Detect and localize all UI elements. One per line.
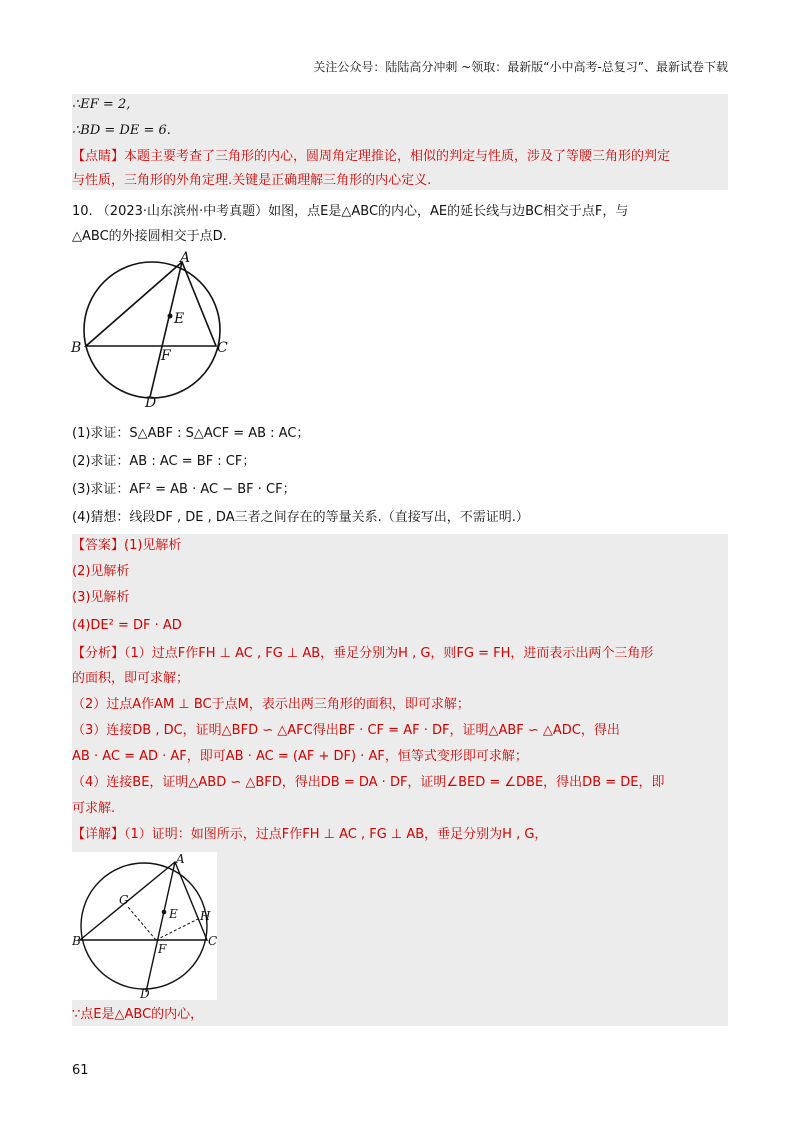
prev-line-2: ∴BD = DE = 6. — [72, 123, 171, 138]
analysis-line-7: 可求解. — [72, 801, 116, 816]
analysis-line-1: 【分析】（1）过点F作FH ⊥ AC , FG ⊥ AB，垂足分别为H , G，则FG = FH，进而表示出两个三角形 — [72, 646, 654, 661]
segment-fh — [156, 918, 200, 940]
label-b-2: B — [72, 934, 81, 948]
label-h-2: H — [200, 909, 211, 923]
analysis-line-3: （2）过点A作AM ⊥ BC于点M，表示出两三角形的面积，即可求解； — [72, 697, 470, 712]
label-c-2: C — [208, 934, 217, 948]
page-header: 关注公众号：陆陆高分冲刺 ~领取：最新版“小中高考-总复习”、最新试卷下载 — [313, 60, 728, 74]
figure-circle-triangle — [66, 250, 236, 410]
analysis-line-2: 的面积，即可求解； — [72, 671, 190, 686]
problem-line-1: 10. （2023·山东滨州·中考真题）如图，点E是△ABC的内心，AE的延长线与边BC相交于点F，与 — [72, 204, 629, 219]
label-d: D — [145, 395, 157, 410]
label-d-2: D — [140, 987, 150, 1000]
label-f: F — [161, 348, 171, 364]
label-e-2: E — [169, 907, 178, 921]
analysis-line-5: AB · AC = AD · AF，即可AB · AC = (AF + DF) · AF，恒等式变形即可求解； — [72, 749, 528, 764]
label-g-2: G — [119, 893, 129, 907]
point-e-2 — [162, 910, 167, 915]
label-f-2: F — [158, 942, 167, 956]
question-4: (4)猜想：线段DF , DE , DA三者之间存在的等量关系.（直接写出，不需证明.） — [72, 510, 529, 525]
analysis-line-6: （4）连接BE，证明△ABD ∽ △BFD，得出DB = DA · DF，证明∠BED = ∠DBE，得出DB = DE，即 — [72, 775, 665, 790]
page-number: 61 — [72, 1063, 89, 1078]
comment-line-1: 【点睛】本题主要考查了三角形的内心，圆周角定理推论，相似的判定与性质，涉及了等腰三角形的判定 — [72, 149, 671, 164]
detail-line-1: 【详解】（1）证明：如图所示，过点F作FH ⊥ AC , FG ⊥ AB，垂足分别为H , G， — [72, 827, 548, 842]
segment-fg — [128, 907, 156, 940]
answer-2: (2)见解析 — [72, 564, 130, 579]
answer-4 — [72, 617, 182, 635]
label-a-2: A — [176, 852, 185, 866]
label-b: B — [71, 340, 82, 356]
segment-ad — [150, 262, 185, 397]
triangle-abc — [86, 262, 216, 346]
answer-4-text: (4)DE² = DF · AD — [72, 618, 182, 633]
detail-last-line: ∵点E是△ABC的内心， — [72, 1007, 204, 1022]
answer-3: (3)见解析 — [72, 590, 130, 605]
triangle-abc-2 — [80, 862, 207, 940]
answer-1: 【答案】(1)见解析 — [72, 538, 182, 553]
label-c: C — [217, 340, 228, 356]
analysis-line-4: （3）连接DB , DC，证明△BFD ∽ △AFC得出BF · CF = AF · DF，证明△ABF ∽ △ADC，得出 — [72, 723, 620, 738]
prev-line-1: ∴EF = 2, — [72, 97, 131, 112]
label-e: E — [174, 311, 185, 327]
point-e — [168, 314, 173, 319]
problem-line-2: △ABC的外接圆相交于点D. — [72, 229, 227, 244]
comment-line-2: 与性质，三角形的外角定理.关键是正确理解三角形的内心定义. — [72, 173, 432, 188]
question-3: (3)求证：AF² = AB · AC − BF · CF； — [72, 482, 296, 497]
question-2: (2)求证：AB : AC = BF : CF； — [72, 454, 256, 469]
figure-with-perpendiculars — [72, 852, 217, 1000]
label-a: A — [180, 250, 191, 266]
question-1: (1)求证：S△ABF : S△ACF = AB : AC； — [72, 426, 310, 441]
circumcircle-2 — [81, 863, 207, 989]
